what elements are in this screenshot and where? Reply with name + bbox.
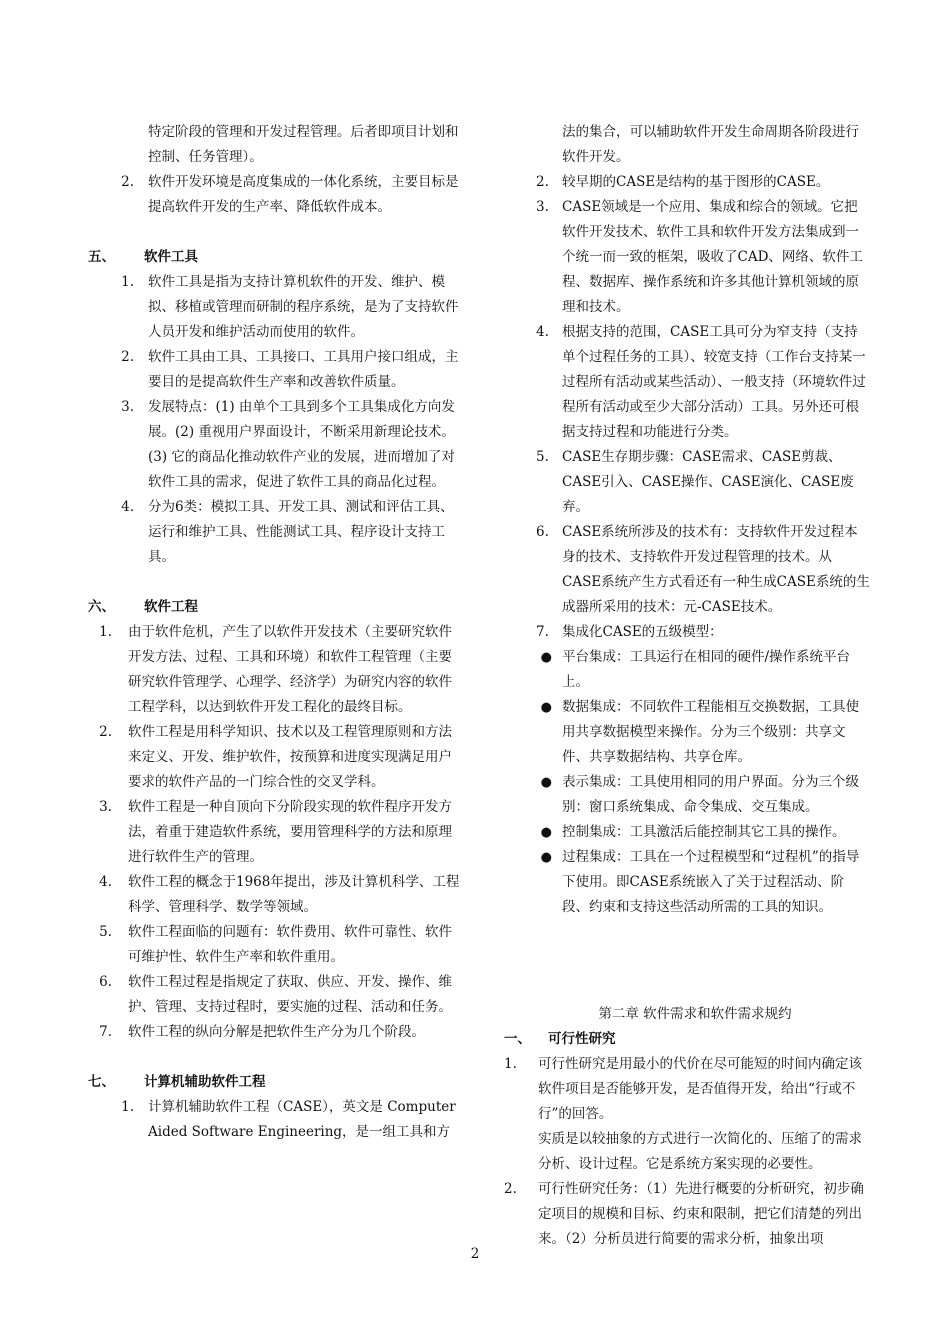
left-top-continuation: 特定阶段的管理和开发过程管理。后者即项目计划和控制、任务管理）。 xyxy=(148,124,459,165)
list-item xyxy=(500,520,870,620)
bullet-icon: ● xyxy=(540,850,552,865)
item-number: 1. xyxy=(99,624,112,640)
list-item xyxy=(84,920,462,970)
list-item xyxy=(84,1020,462,1045)
list-item xyxy=(500,195,870,320)
item-text: 软件工程是用科学知识、技术以及工程管理原则和方法来定义、开发、维护软件，按预算和进度实现满足用户要求的软件产品的一门综合性的交叉学科。 xyxy=(128,724,452,790)
item-number: 2. xyxy=(121,174,134,190)
list-item xyxy=(500,445,870,520)
bullet-icon: ● xyxy=(540,775,552,790)
item-text: 分为6类：模拟工具、开发工具、测试和评估工具、运行和维护工具、性能测试工具、程序设计支持工具。 xyxy=(148,499,454,565)
item-number: 4. xyxy=(536,324,549,340)
list-item xyxy=(500,320,870,445)
section-title: 软件工具 xyxy=(144,249,198,265)
list-item xyxy=(84,170,462,220)
list-item xyxy=(84,270,462,345)
bullet-icon: ● xyxy=(540,650,552,665)
item-text: 软件工程过程是指规定了获取、供应、开发、操作、维护、管理、支持过程时，要实施的过程、活动和任务。 xyxy=(128,974,452,1015)
list-item xyxy=(500,620,870,645)
list-item xyxy=(84,970,462,1020)
item-text: 可行性研究是用最小的代价在尽可能短的时间内确定该软件项目是否能够开发，是否值得开发，给出“行或不行”的回答。 xyxy=(538,1056,862,1122)
item-number: 3. xyxy=(99,799,112,815)
bullet-item xyxy=(500,845,870,920)
item-text: CASE生存期步骤：CASE需求、CASE剪裁、CASE引入、CASE操作、CASE演化、CASE废弃。 xyxy=(562,449,854,515)
right-top-continuation: 法的集合，可以辅助软件开发生命周期各阶段进行软件开发。 xyxy=(562,124,859,165)
item-text: 软件开发环境是高度集成的一体化系统，主要目标是提高软件开发的生产率、降低软件成本。 xyxy=(148,174,459,215)
item-text: 软件工程的概念于1968年提出，涉及计算机科学、工程科学、管理科学、数学等领域。 xyxy=(128,874,460,915)
list-item xyxy=(84,1095,462,1145)
item-text: 发展特点：(1) 由单个工具到多个工具集成化方向发展。(2) 重视用户界面设计，不断采用新理论技术。(3) 它的商品化推动软件产业的发展，进而增加了对软件工具的需求，促进了软件工具的商品化过程。 xyxy=(148,399,455,490)
list-item xyxy=(84,620,462,720)
item-number: 5. xyxy=(536,449,549,465)
item-number: 2. xyxy=(536,174,549,190)
section-number: 五、 xyxy=(88,249,115,265)
item-number: 2. xyxy=(504,1181,517,1197)
item-text: 软件工程面临的问题有：软件费用、软件可靠性、软件可维护性、软件生产率和软件重用。 xyxy=(128,924,452,965)
item-number: 1. xyxy=(121,1099,134,1115)
section-heading-7 xyxy=(84,1070,462,1095)
list-item xyxy=(84,795,462,870)
bullet-text: 平台集成：工具运行在相同的硬件/操作系统平台上。 xyxy=(562,649,851,690)
left-column xyxy=(84,120,462,1145)
list-item xyxy=(84,870,462,920)
item-number: 5. xyxy=(99,924,112,940)
section-heading-6 xyxy=(84,595,462,620)
item-text: 可行性研究任务：（1）先进行概要的分析研究，初步确定项目的规模和目标、约束和限制，把它们清楚的列出来。（2）分析员进行简要的需求分析，抽象出项 xyxy=(538,1181,864,1247)
chapter-title: 第二章 软件需求和软件需求规约 xyxy=(598,1006,792,1022)
bullet-text: 数据集成：不同软件工程能相互交换数据，工具使用共享数据模型来操作。分为三个级别：共享文件、共享数据结构、共享仓库。 xyxy=(562,699,859,765)
item-number: 6. xyxy=(536,524,549,540)
item-number: 2. xyxy=(121,349,134,365)
list-item xyxy=(84,345,462,395)
item-text: CASE领域是一个应用、集成和综合的领域。它把软件开发技术、软件工具和软件开发方法集成到一个统一而一致的框架，吸收了CAD、网络、软件工程、数据库、操作系统和许多其他计算机领域的原理和技术。 xyxy=(562,199,863,315)
section-title: 计算机辅助软件工程 xyxy=(144,1074,266,1090)
item-text: CASE系统所涉及的技术有：支持软件开发过程本身的技术、支持软件开发过程管理的技术。从CASE系统产生方式看还有一种生成CASE系统的生成器所采用的技术：元-CASE技术。 xyxy=(562,524,870,615)
page-number: 2 xyxy=(470,1246,480,1262)
item-number: 4. xyxy=(99,874,112,890)
item-text: 软件工具由工具、工具接口、工具用户接口组成，主要目的是提高软件生产率和改善软件质量。 xyxy=(148,349,459,390)
item-text: 计算机辅助软件工程（CASE），英文是 Computer Aided Software Engineering，是一组工具和方 xyxy=(148,1099,456,1140)
bullet-icon: ● xyxy=(540,700,552,715)
list-item xyxy=(500,170,870,195)
item-number: 4. xyxy=(121,499,134,515)
item-number: 1. xyxy=(121,274,134,290)
item-text: 由于软件危机，产生了以软件开发技术（主要研究软件开发方法、过程、工具和环境）和软件工程管理（主要研究软件管理学、心理学、经济学）为研究内容的软件工程学科，以达到软件开发工程化的最终目标。 xyxy=(128,624,452,715)
list-item xyxy=(500,1177,870,1252)
list-item xyxy=(84,720,462,795)
paragraph: 实质是以较抽象的方式进行一次简化的、压缩了的需求分析、设计过程。它是系统方案实现的必要性。 xyxy=(538,1131,862,1172)
bullet-text: 控制集成：工具激活后能控制其它工具的操作。 xyxy=(562,824,846,840)
item-number: 7. xyxy=(536,624,549,640)
list-item xyxy=(500,1052,870,1127)
section-heading-1 xyxy=(500,1027,870,1052)
item-text: 软件工程的纵向分解是把软件生产分为几个阶段。 xyxy=(128,1024,425,1040)
bullet-item xyxy=(500,820,870,845)
section-number: 一、 xyxy=(504,1031,531,1047)
item-number: 1. xyxy=(504,1056,517,1072)
list-item xyxy=(84,495,462,570)
item-number: 7. xyxy=(99,1024,112,1040)
item-text: 集成化CASE的五级模型： xyxy=(562,624,723,640)
bullet-icon: ● xyxy=(540,825,552,840)
bullet-text: 表示集成：工具使用相同的用户界面。分为三个级别：窗口系统集成、命令集成、交互集成。 xyxy=(562,774,859,815)
bullet-item xyxy=(500,695,870,770)
section-title: 可行性研究 xyxy=(548,1031,616,1047)
bullet-item xyxy=(500,645,870,695)
item-text: 根据支持的范围，CASE工具可分为窄支持（支持单个过程任务的工具）、较宽支持（工作台支持某一过程所有活动或某些活动）、一般支持（环境软件过程所有活动或至少大部分活动）工具。另外还可根据支持过程和功能进行分类。 xyxy=(562,324,866,440)
item-number: 6. xyxy=(99,974,112,990)
section-number: 七、 xyxy=(88,1074,115,1090)
bullet-text: 过程集成：工具在一个过程模型和“过程机”的指导下使用。即CASE系统嵌入了关于过程活动、阶段、约束和支持这些活动所需的工具的知识。 xyxy=(562,849,860,915)
section-heading-5 xyxy=(84,245,462,270)
list-item xyxy=(84,395,462,495)
item-number: 3. xyxy=(536,199,549,215)
item-number: 2. xyxy=(99,724,112,740)
item-number: 3. xyxy=(121,399,134,415)
bullet-item xyxy=(500,770,870,820)
item-text: 软件工具是指为支持计算机软件的开发、维护、模拟、移植或管理而研制的程序系统，是为了支持软件人员开发和维护活动而使用的软件。 xyxy=(148,274,459,340)
item-text: 较早期的CASE是结构的基于图形的CASE。 xyxy=(562,174,830,190)
section-title: 软件工程 xyxy=(144,599,198,615)
right-column xyxy=(500,120,870,1252)
item-text: 软件工程是一种自顶向下分阶段实现的软件程序开发方法，着重于建造软件系统，要用管理科学的方法和原理进行软件生产的管理。 xyxy=(128,799,452,865)
section-number: 六、 xyxy=(88,599,115,615)
